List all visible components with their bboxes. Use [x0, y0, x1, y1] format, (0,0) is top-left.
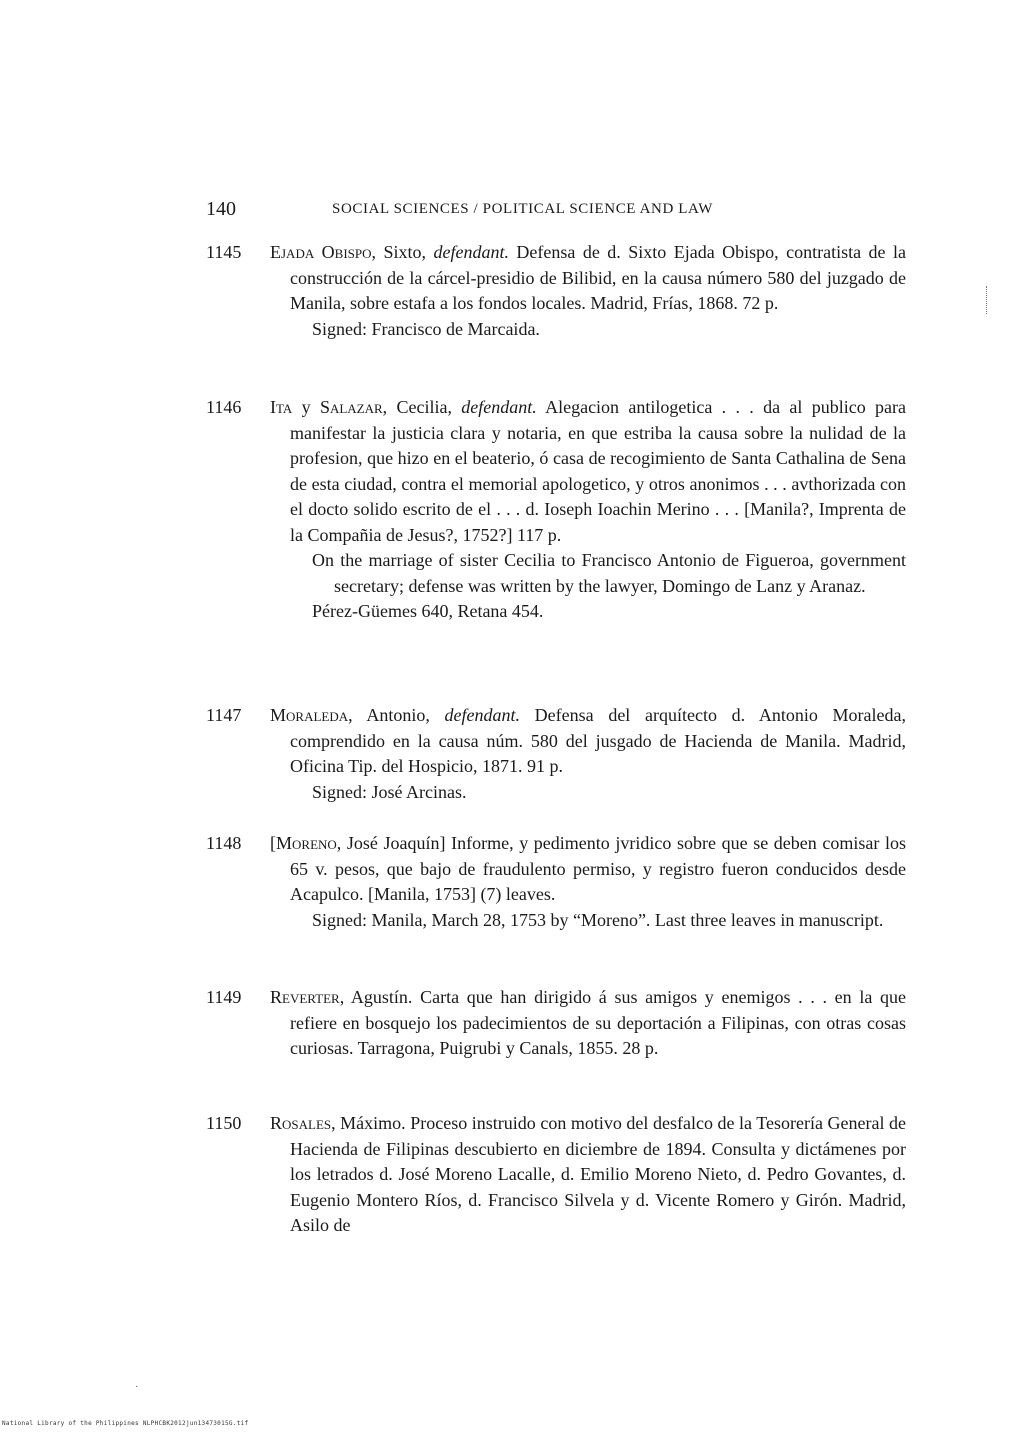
running-head: SOCIAL SCIENCES / POLITICAL SCIENCE AND LAW [332, 201, 713, 217]
entry-citation: Reverter, Agustín. Carta que han dirigido á sus amigos y enemigos . . . en la que refiere en bosquejo los padecimientos de su deportación a Filipinas, con otras cosas curiosas. Tarragona, Puigrubi y Canals, 1855. 28 p. [270, 987, 907, 1058]
entry-note: Pérez-Güemes 640, Retana 454. [312, 601, 544, 621]
entry-text: Proceso instruido con motivo del desfalco de la Tesorería General de Hacienda de Filipinas descubierto en diciembre de 1894. Consulta y dictámenes por los letrados d. José Moreno Lacalle, d. Emilio Moreno Nieto, d. Pedro Govantes, d. Eugenio Montero Ríos, d. Francisco Silvela y d. Vicente Romero y Girón. Madrid, Asilo de [290, 1113, 907, 1235]
entry-1147 [206, 703, 906, 805]
entry-number: 1146 [206, 397, 242, 417]
entry-author: Rosales [270, 1113, 332, 1133]
entry-1149 [206, 985, 906, 1062]
entry-number: 1149 [206, 987, 242, 1007]
page-header [206, 196, 906, 222]
entry-1145 [206, 240, 906, 342]
entry-number: 1147 [206, 705, 242, 725]
entry-note: Signed: José Arcinas. [312, 781, 467, 802]
entry-role: defendant. [461, 397, 537, 417]
entry-citation: Ejada Obispo, Sixto, defendant. Defensa de d. Sixto Ejada Obispo, contratista de la construcción de la cárcel-presidio de Bilibid, en la causa número 580 del juzgado de Manila, sobre estafa a los fondos locales. Madrid, Frías, 1868. 72 p. [270, 242, 906, 313]
entry-text: Defensa del arquítecto d. Antonio Moraleda, comprendido en la causa núm. 580 del jusgado de Hacienda de Manila. Madrid, Oficina Tip. del Hospicio, 1871. 91 p. [290, 705, 906, 776]
entry-role: defendant. [444, 705, 520, 725]
scan-footer: National Library of the Philippines NLPHCBK2012jun13473015G.tif [2, 1420, 249, 1427]
entry-number: 1148 [206, 833, 242, 853]
entry-text: Alegacion antilogetica . . . da al publico para manifestar la justicia clara y notaria, en que estriba la causa sobre la nulidad de la profesion, que hizo en el beaterio, ó casa de recogimiento de Santa Cathalina de Sena de esta ciudad, contra el memorial apologetico, y otros anonimos . . . avthorizada con el docto solido escrito de el . . . d. Ioseph Ioachin Merino . . . [Manila?, Imprenta de la Compañia de Jesus?, 1752?] 117 p. [290, 397, 906, 545]
entry-citation: Rosales, Máximo. Proceso instruido con motivo del desfalco de la Tesorería General de Hacienda de Filipinas descubierto en diciembre de 1894. Consulta y dictámenes por los letrados d. José Moreno Lacalle, d. Emilio Moreno Nieto, d. Pedro Govantes, d. Eugenio Montero Ríos, d. Francisco Silvela y d. Vicente Romero y Girón. Madrid, Asilo de [270, 1113, 907, 1235]
entry-text: Informe, y pedimento jvridico sobre que se deben comisar los 65 v. pesos, que bajo de fraudulento permiso, y registro fueron conducidos desde Acapulco. [Manila, 1753] (7) leaves. [290, 833, 906, 904]
entry-author: Ita [270, 397, 293, 417]
entry-note: Signed: Manila, March 28, 1753 by “Moreno”. Last three leaves in manuscript. [312, 909, 884, 930]
entry-author: Moraleda [270, 705, 349, 725]
entry-text: Carta que han dirigido á sus amigos y enemigos . . . en la que refiere en bosquejo los padecimientos de su deportación a Filipinas, con otras cosas curiosas. Tarragona, Puigrubi y Canals, 1855. 28 p. [290, 987, 907, 1058]
entry-note: Signed: Francisco de Marcaida. [312, 318, 540, 339]
entry-citation: Ita y Salazar, Cecilia, defendant. Alegacion antilogetica . . . da al publico para manifestar la justicia clara y notaria, en que estriba la causa sobre la nulidad de la profesion, que hizo en el beaterio, ó casa de recogimiento de Santa Cathalina de Sena de esta ciudad, contra el memorial apologetico, y otros anonimos . . . avthorizada con el docto solido escrito de el . . . d. Ioseph Ioachin Merino . . . [Manila?, Imprenta de la Compañia de Jesus?, 1752?] 117 p. [270, 397, 906, 545]
scan-speck: · [135, 1382, 139, 1393]
entry-1150 [206, 1111, 906, 1239]
entry-role: defendant. [433, 242, 509, 262]
entry-author: Moreno [276, 833, 337, 853]
entry-author: Ejada Obispo [270, 242, 372, 262]
entry-1148 [206, 831, 906, 933]
entry-text: Defensa de d. Sixto Ejada Obispo, contratista de la construcción de la cárcel-presidio de Bilibid, en la causa número 580 del juzgado de Manila, sobre estafa a los fondos locales. Madrid, Frías, 1868. 72 p. [290, 242, 906, 313]
page-number: 140 [206, 198, 236, 220]
entry-1146 [206, 395, 906, 625]
entry-citation: Moraleda, Antonio, defendant. Defensa del arquítecto d. Antonio Moraleda, comprendido en la causa núm. 580 del jusgado de Hacienda de Manila. Madrid, Oficina Tip. del Hospicio, 1871. 91 p. [270, 705, 906, 776]
entry-note: On the marriage of sister Cecilia to Francisco Antonio de Figueroa, government secretary; defense was written by the lawyer, Domingo de Lanz y Aranaz. [312, 550, 906, 596]
entry-citation: [Moreno, José Joaquín] Informe, y pedimento jvridico sobre que se deben comisar los 65 v. pesos, que bajo de fraudulento permiso, y registro fueron conducidos desde Acapulco. [Manila, 1753] (7) leaves. [270, 833, 906, 904]
entry-author: Reverter [270, 987, 340, 1007]
entry-number: 1150 [206, 1113, 242, 1133]
margin-scan-mark [986, 286, 988, 314]
entry-number: 1145 [206, 242, 242, 262]
